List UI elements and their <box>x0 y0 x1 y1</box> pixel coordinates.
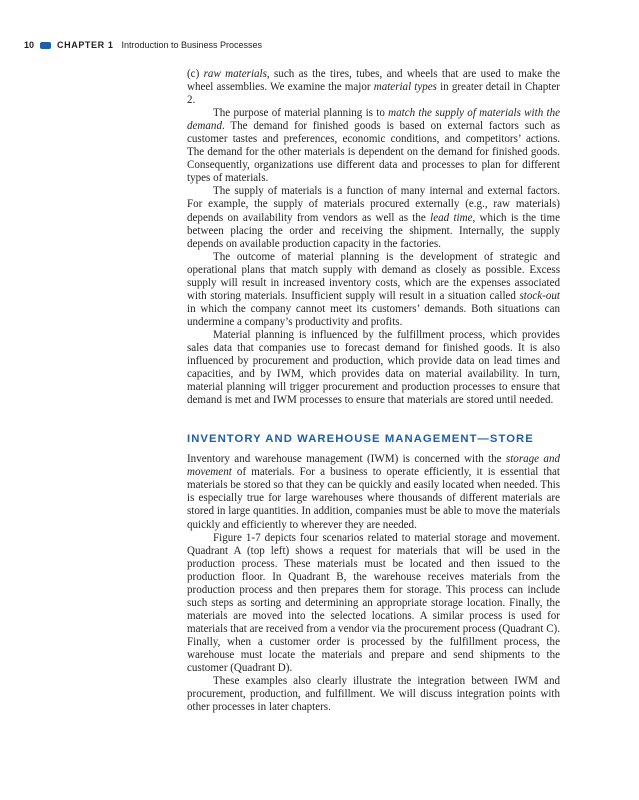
paragraph-influence: Material planning is influenced by the fulfillment process, which provides sales data that companies use to forecast demand for finished goods. It is also influenced by procurement and production, which provide data on lead times and capacities, and by IWM, which provides data on material availability. In turn, material planning will trigger procurement and production processes to ensure that demand is met and IWM processes to ensure that materials are stored until needed. <box>187 328 560 407</box>
running-header <box>24 38 262 52</box>
paragraph-supply: The supply of materials is a function of many internal and external factors. For example, the supply of materials procured externally (e.g., raw materials) depends on availability from vendors as well as the lead time, which is the time between placing the order and receiving the shipment. Internally, the supply depends on available production capacity in the factories. <box>187 185 560 250</box>
paragraph-raw-materials: (c) raw materials, such as the tires, tubes, and wheels that are used to make the wheel assemblies. We examine the major material types in greater detail in Chapter 2. <box>187 68 560 107</box>
chapter-title: Introduction to Business Processes <box>121 40 263 50</box>
paragraph-outcome: The outcome of material planning is the development of strategic and operational plans that match supply with demand as closely as possible. Excess supply will result in increased inventory costs, which are the expenses associated with storing materials. Insufficient supply will result in a situation called stock-out in which the company cannot meet its customers’ demands. Both situations can undermine a company’s productivity and profits. <box>187 250 560 328</box>
chapter-bullet-icon <box>40 42 51 49</box>
page-number: 10 <box>24 40 35 50</box>
section-heading: INVENTORY AND WAREHOUSE MANAGEMENT—STORE <box>187 433 534 446</box>
paragraph-iwm-intro: Inventory and warehouse management (IWM) is concerned with the storage and movement of materials. For a business to operate efficiently, it is essential that materials be stored so that they can be quickly and easily located when needed. This is especially true for large warehouses where thousands of different materials are stored in large quantities. In addition, companies must be able to move the materials quickly and efficiently to wherever they are needed. <box>187 453 560 531</box>
paragraph-integration: These examples also clearly illustrate the integration between IWM and procurement, production, and fulfillment. We will discuss integration points with other processes in later chapters. <box>187 675 560 714</box>
body-text <box>187 68 560 714</box>
paragraph-purpose: The purpose of material planning is to match the supply of materials with the demand. The demand for finished goods is based on external factors such as customer tastes and preferences, economic conditions, and competitors’ actions. The demand for the other materials is dependent on the demand for finished goods. Consequently, organizations use different data and processes to plan for different types of materials. <box>187 107 560 185</box>
paragraph-figure-scenarios: Figure 1-7 depicts four scenarios related to material storage and movement. Quadrant A (top left) shows a request for materials that will be used in the production process. These materials must be located and then issued to the production floor. In Quadrant B, the warehouse receives materials from the production process and then prepares them for storage. This process can include such steps as sorting and determining an appropriate storage location. Finally, the materials are moved into the selected locations. A similar process is used for materials that are received from a vendor via the procurement process (Quadrant C). Finally, when a customer order is processed by the fulfillment process, the warehouse must locate the materials and prepare and send shipments to the customer (Quadrant D). <box>187 531 560 675</box>
chapter-label: CHAPTER 1 <box>57 40 114 50</box>
